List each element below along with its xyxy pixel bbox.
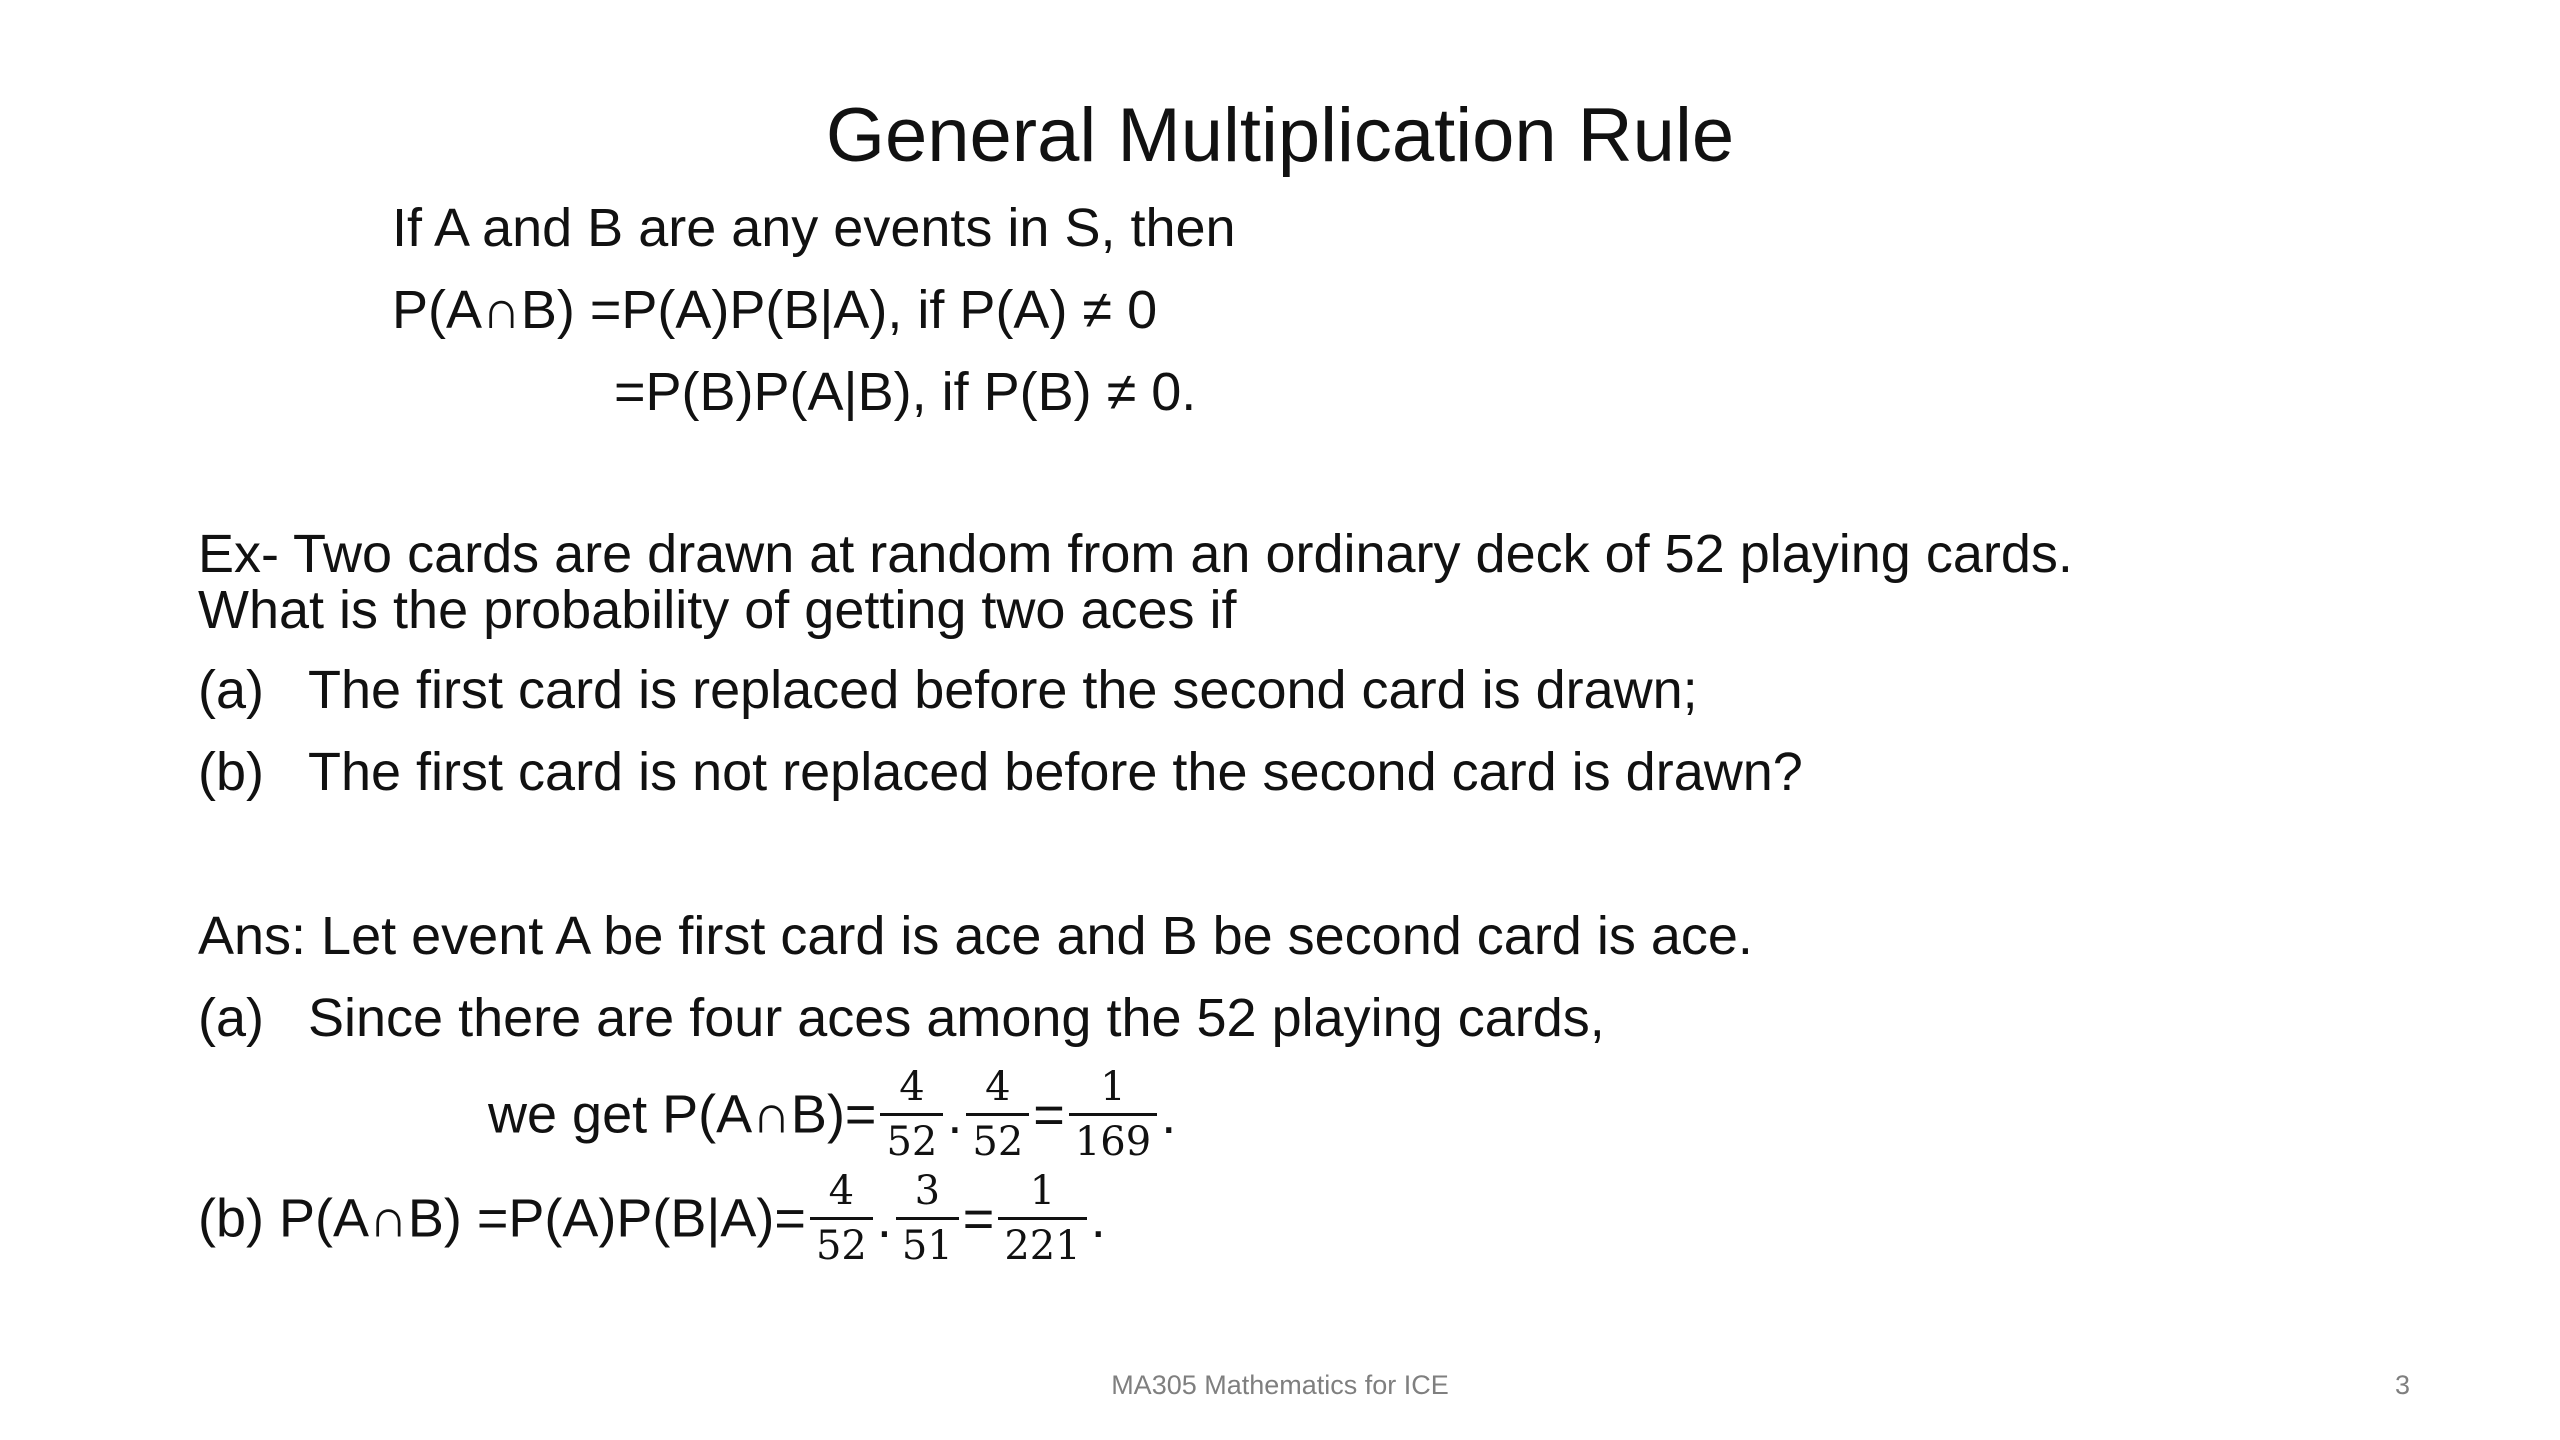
fraction-denominator: 221 <box>1004 1223 1081 1270</box>
answer-a-formula <box>488 1056 1176 1170</box>
answer-a-formula-prefix: we get P(A∩B)= <box>488 1084 877 1145</box>
fraction-b-1 <box>810 1168 873 1270</box>
fraction-a-1 <box>880 1064 943 1166</box>
equals-sign: = <box>962 1188 995 1249</box>
multiply-dot: . <box>876 1188 892 1249</box>
slide-footer: MA305 Mathematics for ICE <box>1111 1370 1449 1400</box>
fraction-b-2 <box>896 1168 959 1270</box>
fraction-denominator: 169 <box>1074 1119 1152 1166</box>
example-part-a-label: (a) <box>198 660 264 720</box>
multiply-dot: . <box>947 1084 963 1145</box>
fraction-b-3 <box>998 1168 1086 1270</box>
example-part-a <box>198 658 1698 722</box>
example-part-b-text: The first card is not replaced before the second card is drawn? <box>308 742 1803 802</box>
slide-page-number: 3 <box>2394 1370 2410 1400</box>
fraction-numerator: 4 <box>899 1064 925 1111</box>
answer-part-a-label: (a) <box>198 988 264 1048</box>
fraction-denominator: 52 <box>886 1119 938 1166</box>
example-line-1: Ex- Two cards are drawn at random from an ordinary deck of 52 playing cards. <box>198 524 2073 584</box>
example-line-2: What is the probability of getting two aces if <box>198 580 1237 640</box>
answer-b-formula-prefix: (b) P(A∩B) =P(A)P(B|A)= <box>198 1188 806 1249</box>
fraction-numerator: 1 <box>1029 1168 1056 1215</box>
fraction-numerator: 1 <box>1100 1064 1126 1111</box>
answer-intro: Ans: Let event A be first card is ace and B be second card is ace. <box>198 906 1753 966</box>
answer-b-formula <box>198 1160 1106 1274</box>
fraction-denominator: 52 <box>972 1119 1024 1166</box>
fraction-numerator: 4 <box>828 1168 855 1215</box>
rule-line-2: P(A∩B) =P(A)P(B|A), if P(A) ≠ 0 <box>392 280 1158 340</box>
period: . <box>1161 1084 1177 1145</box>
example-part-a-text: The first card is replaced before the second card is drawn; <box>308 660 1698 720</box>
fraction-a-3 <box>1069 1064 1157 1166</box>
rule-line-1: If A and B are any events in S, then <box>392 198 1236 258</box>
fraction-numerator: 4 <box>985 1064 1011 1111</box>
fraction-numerator: 3 <box>914 1168 941 1215</box>
example-part-b-label: (b) <box>198 742 264 802</box>
fraction-denominator: 51 <box>901 1223 953 1270</box>
equals-sign: = <box>1033 1084 1065 1145</box>
fraction-a-2 <box>966 1064 1029 1166</box>
slide-title: General Multiplication Rule <box>825 93 1735 178</box>
fraction-denominator: 52 <box>815 1223 867 1270</box>
period: . <box>1090 1188 1106 1249</box>
example-part-b <box>198 740 1803 804</box>
answer-part-a-text: Since there are four aces among the 52 playing cards, <box>308 988 1605 1048</box>
rule-line-3: =P(B)P(A|B), if P(B) ≠ 0. <box>614 362 1197 422</box>
answer-part-a <box>198 986 1605 1050</box>
